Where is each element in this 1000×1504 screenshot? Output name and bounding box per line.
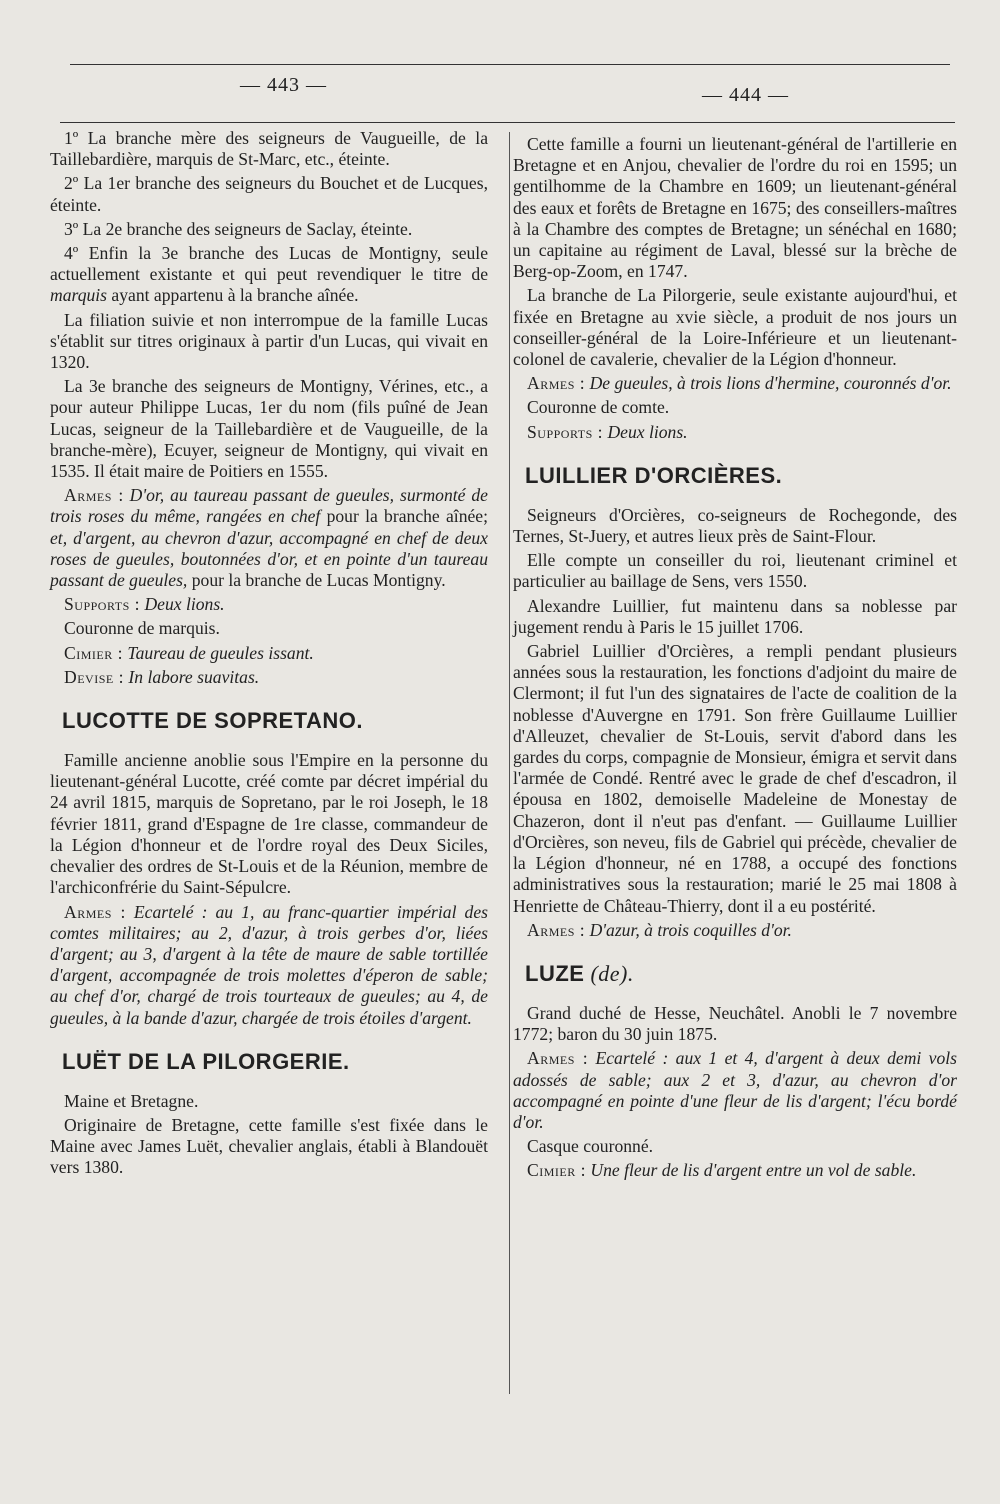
blazon: Ecartelé : aux 1 et 4, d'argent à deux demi vols adossés de sable; aux 2 et 3, d'azur, au chevron d'or accompagné en pointe d'une fleur de lis d'argent; l'écu bordé d'or. bbox=[513, 1048, 957, 1132]
emphasis: marquis bbox=[50, 285, 108, 306]
heading-suffix: (de). bbox=[584, 960, 634, 986]
paragraph: Elle compte un conseiller du roi, lieutenant criminel et particulier au baillage de Sens, vers 1550. bbox=[513, 550, 957, 592]
page-number-right: — 444 — bbox=[702, 84, 789, 106]
paragraph: 3º La 2e branche des seigneurs de Saclay, éteinte. bbox=[64, 218, 413, 239]
entry-heading-lucotte: LUCOTTE DE SOPRETANO. bbox=[62, 708, 363, 734]
paragraph: Alexandre Luillier, fut maintenu dans sa noblesse par jugement rendu à Paris le 15 juillet 1706. bbox=[513, 595, 957, 637]
armes-label: Armes : bbox=[527, 373, 586, 394]
cimier-entry bbox=[50, 643, 488, 664]
cimier-label: Cimier : bbox=[64, 642, 124, 663]
entry-heading-luillier: LUILLIER D'ORCIÈRES. bbox=[525, 462, 783, 488]
cimier-value: Une fleur de lis d'argent entre un vol de sable. bbox=[586, 1160, 917, 1181]
paragraph: 2º La 1er branche des seigneurs du Bouchet et de Lucques, éteinte. bbox=[50, 173, 488, 215]
blazon: D'azur, à trois coquilles d'or. bbox=[585, 919, 792, 940]
text: 4º Enfin la 3e branche des Lucas de Montigny, seule actuellement existante et qui peut revendiquer le titre de bbox=[50, 243, 488, 285]
paragraph bbox=[50, 243, 488, 307]
armes-entry bbox=[513, 920, 957, 941]
paragraph: Maine et Bretagne. bbox=[64, 1090, 199, 1111]
armes-label: Armes : bbox=[527, 1048, 589, 1069]
header-rule bbox=[60, 122, 955, 123]
armes-entry bbox=[513, 373, 957, 394]
paragraph: Grand duché de Hesse, Neuchâtel. Anobli le 7 novembre 1772; baron du 30 juin 1875. bbox=[513, 1002, 957, 1045]
blazon: De gueules, à trois lions d'hermine, couronnés d'or. bbox=[585, 373, 952, 394]
armes-entry bbox=[513, 1048, 957, 1133]
right-column bbox=[513, 134, 957, 1185]
paragraph: Cette famille a fourni un lieutenant-général de l'artillerie en Bretagne et en Anjou, chevalier de l'ordre du roi en 1595; un gentilhomme de la Chambre en 1609; un lieutenant-général des eaux et forêts de Bretagne en 1675; des conseillers-maîtres à la Chambre des comptes de Bretagne; un sénéchal en 1680; un capitaine au régiment de Laval, blessé sur la brèche de Berg-op-Zoom, en 1747. bbox=[513, 134, 957, 282]
blazon: Ecartelé : au 1, au franc-quartier impérial des comtes militaires; au 2, d'azur, à trois gerbes d'or, liées d'argent; au 3, d'argent à la tête de maure de sable tortillée d'argent, accompagnée de trois molettes d'éperon de sable; au chef d'or, chargé de trois tourteaux de gueules; au 4, de gueules, à la bande d'azur, chargée de trois étoiles d'argent. bbox=[50, 901, 488, 1028]
column-divider bbox=[509, 132, 510, 1394]
paragraph: Gabriel Luillier d'Orcières, a rempli pendant plusieurs années sous la restauration, les fonctions d'adjoint du maire de Clermont; il fut l'un des signataires de l'acte de coalition de la noblesse d'Auvergne en 1791. Son frère Guillaume Luillier d'Alleuzet, chevalier de St-Louis, servit d'abord dans les gardes du corps, compagnie de Monsieur, émigra et servit dans l'armée de Condé. Rentré avec le grade de chef d'escadron, il épousa en 1802, demoiselle Madeleine de Monestay de Chazeron, dont il n'eut pas d'enfant. — Guillaume Luillier d'Orcières, son neveu, fils de Gabriel qui précède, chevalier de la Légion d'honneur, né en 1788, a occupé des fonctions administratives sous la restauration; marié le 25 mai 1808 à Henriette de Château-Thierry, dont il a eu postérité. bbox=[513, 641, 957, 916]
couronne-entry: Couronne de marquis. bbox=[64, 618, 220, 639]
armes-label: Armes : bbox=[527, 919, 586, 940]
cimier-entry bbox=[513, 1160, 957, 1181]
text: ayant appartenu à la branche aînée. bbox=[107, 285, 359, 306]
paragraph: Originaire de Bretagne, cette famille s'est fixée dans le Maine avec James Luët, chevalier anglais, établi à Blandouët vers 1380. bbox=[50, 1114, 488, 1178]
cimier-label: Cimier : bbox=[527, 1160, 587, 1181]
armes-entry bbox=[50, 902, 488, 1029]
paragraph: La 3e branche des seigneurs de Montigny, Vérines, etc., a pour auteur Philippe Lucas, 1er du nom (fils puîné de Jean Lucas, seigneur de la Taillebardière et de Vaugueille, de la branche-mère), Ecuyer, seigneur de Montigny, qui vivait en 1535. Il était maire de Poitiers en 1555. bbox=[50, 376, 488, 482]
armes-label: Armes : bbox=[64, 901, 126, 922]
casque-entry: Casque couronné. bbox=[527, 1136, 654, 1157]
cimier-value: Taureau de gueules issant. bbox=[123, 642, 314, 663]
paragraph: Famille ancienne anoblie sous l'Empire en la personne du lieutenant-général Lucotte, créé comte par décret impérial du 24 avril 1815, marquis de Sopretano, par le roi Joseph, le 18 février 1811, grand d'Espagne de 1re classe, commandeur de la Légion d'honneur et de l'ordre royal des Deux Siciles, chevalier des ordres de St-Louis et de la Réunion, membre de l'archiconfrérie du Saint-Sépulcre. bbox=[50, 750, 488, 898]
armes-label: Armes : bbox=[64, 485, 124, 506]
supports-entry bbox=[513, 422, 957, 443]
devise-entry bbox=[50, 667, 488, 688]
paragraph: La branche de La Pilorgerie, seule existante aujourd'hui, et fixée en Bretagne au xvie siècle, a produit de nos jours un conseiller-général de la Loire-Inférieure et un lieutenant-colonel de cavalerie, chevalier de la Légion d'honneur. bbox=[513, 285, 957, 370]
top-rule bbox=[70, 64, 950, 65]
supports-label: Supports : bbox=[527, 421, 604, 442]
supports-entry bbox=[50, 594, 488, 615]
left-column bbox=[50, 128, 488, 1182]
entry-heading-luze bbox=[525, 961, 957, 987]
text: pour la branche de Lucas Montigny. bbox=[187, 570, 446, 591]
heading-text: LUZE bbox=[525, 960, 585, 986]
paragraph: 1º La branche mère des seigneurs de Vaugueille, de la Taillebardière, marquis de St-Marc, etc., éteinte. bbox=[50, 128, 488, 170]
armes-entry bbox=[50, 485, 488, 591]
couronne-entry: Couronne de comte. bbox=[527, 397, 670, 418]
devise-label: Devise : bbox=[64, 666, 124, 687]
blazon: et, d'argent, au chevron d'azur, accompagné en chef de deux roses de gueules, boutonnées d'or, et en pointe d'un taureau passant de gueules, bbox=[50, 527, 488, 591]
devise-value: In labore suavitas. bbox=[124, 666, 260, 687]
paragraph: Seigneurs d'Orcières, co-seigneurs de Rochegonde, des Ternes, St-Juery, et autres lieux près de Saint-Flour. bbox=[513, 504, 957, 547]
supports-value: Deux lions. bbox=[603, 421, 688, 442]
text: pour la branche aînée; bbox=[320, 506, 489, 527]
paragraph: La filiation suivie et non interrompue de la famille Lucas s'établit sur titres originaux à partir d'un Lucas, qui vivait en 1320. bbox=[50, 309, 488, 373]
entry-heading-luet: LUËT DE LA PILORGERIE. bbox=[62, 1048, 350, 1074]
page-number-left: — 443 — bbox=[240, 74, 327, 96]
blazon: D'or, au taureau passant de gueules, surmonté de trois roses du même, rangées en chef bbox=[50, 485, 488, 527]
supports-value: Deux lions. bbox=[140, 594, 225, 615]
supports-label: Supports : bbox=[64, 594, 141, 615]
